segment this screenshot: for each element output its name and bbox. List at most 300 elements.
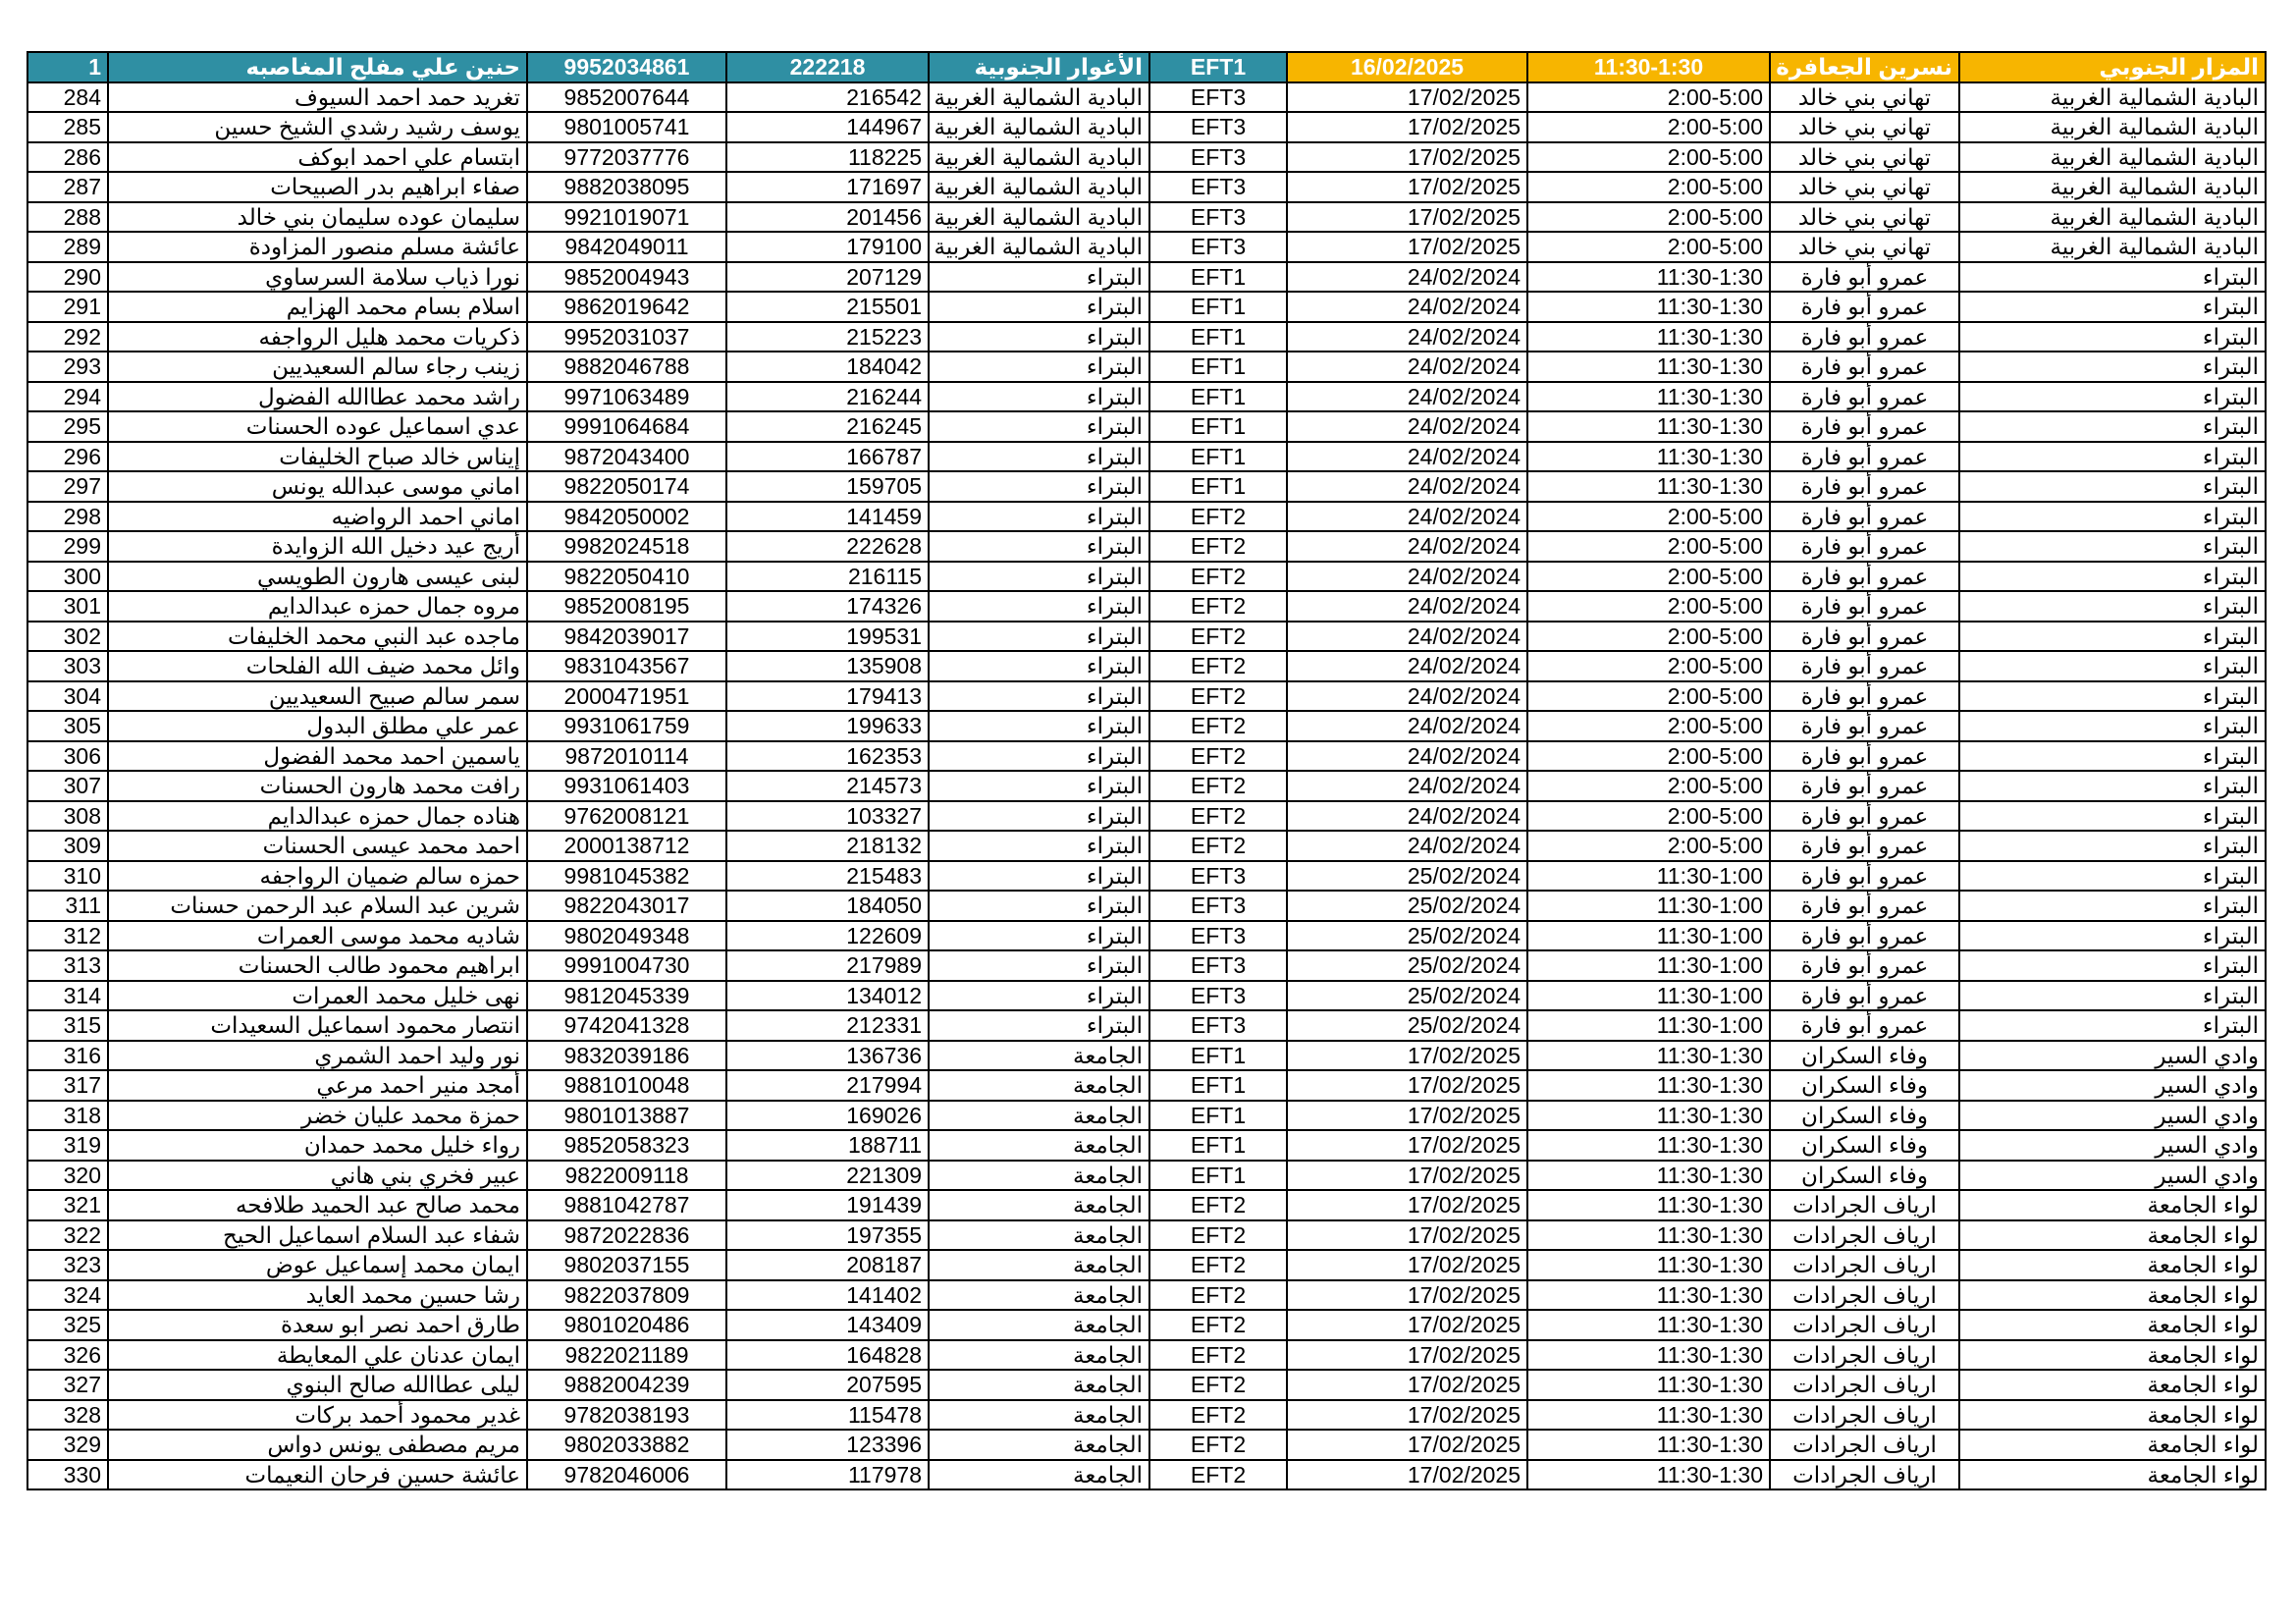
cell-national-id[interactable]: 9801013887	[527, 1101, 726, 1131]
cell-national-id[interactable]: 9842049011	[527, 232, 726, 262]
cell-time[interactable]: 2:00-5:00	[1527, 651, 1770, 681]
cell-exam[interactable]: EFT2	[1149, 1190, 1287, 1220]
cell-code[interactable]: 207595	[726, 1370, 929, 1400]
cell-supervisor[interactable]: عمرو أبو فارة	[1770, 622, 1959, 652]
cell-seq[interactable]: 309	[27, 831, 108, 861]
cell-date[interactable]: 17/02/2025	[1287, 1130, 1527, 1161]
cell-center[interactable]: البتراء	[1959, 771, 2266, 801]
cell-time[interactable]: 2:00-5:00	[1527, 531, 1770, 562]
cell-area[interactable]: الجامعة	[929, 1190, 1149, 1220]
cell-exam[interactable]: EFT2	[1149, 562, 1287, 592]
cell-code[interactable]: 162353	[726, 741, 929, 772]
cell-date[interactable]: 24/02/2024	[1287, 831, 1527, 861]
cell-name[interactable]: رافت محمد هارون الحسنات	[108, 771, 527, 801]
cell-exam[interactable]: EFT2	[1149, 1400, 1287, 1431]
cell-exam[interactable]: EFT2	[1149, 1250, 1287, 1280]
cell-national-id[interactable]: 9802033882	[527, 1430, 726, 1460]
cell-area[interactable]: البتراء	[929, 1010, 1149, 1041]
cell-name[interactable]: سليمان عوده سليمان بني خالد	[108, 202, 527, 233]
cell-national-id[interactable]: 9852007644	[527, 82, 726, 113]
cell-supervisor[interactable]: ارياف الجرادات	[1770, 1370, 1959, 1400]
cell-exam[interactable]: EFT3	[1149, 172, 1287, 202]
cell-center[interactable]: البتراء	[1959, 322, 2266, 352]
cell-date[interactable]: 24/02/2024	[1287, 711, 1527, 741]
cell-date[interactable]: 17/02/2025	[1287, 1310, 1527, 1340]
cell-area[interactable]: البتراء	[929, 352, 1149, 382]
cell-code[interactable]: 215223	[726, 322, 929, 352]
cell-code[interactable]: 218132	[726, 831, 929, 861]
cell-seq[interactable]: 284	[27, 82, 108, 113]
cell-center[interactable]: البتراء	[1959, 861, 2266, 892]
cell-national-id[interactable]: 9872010114	[527, 741, 726, 772]
cell-exam[interactable]: EFT2	[1149, 831, 1287, 861]
cell-code[interactable]: 215501	[726, 292, 929, 322]
cell-time[interactable]: 2:00-5:00	[1527, 172, 1770, 202]
cell-supervisor[interactable]: تهاني بني خالد	[1770, 82, 1959, 113]
cell-name[interactable]: ليلى عطاالله صالح البنوي	[108, 1370, 527, 1400]
cell-national-id[interactable]: 9801005741	[527, 112, 726, 142]
cell-seq[interactable]: 301	[27, 591, 108, 622]
cell-supervisor[interactable]: تهاني بني خالد	[1770, 232, 1959, 262]
cell-name[interactable]: إيناس خالد صباح الخليفات	[108, 442, 527, 472]
cell-national-id[interactable]: 9971063489	[527, 382, 726, 412]
cell-supervisor[interactable]: ارياف الجرادات	[1770, 1220, 1959, 1251]
cell-national-id[interactable]: 9831043567	[527, 651, 726, 681]
header-name[interactable]: حنين علي مفلح المغاصبه	[108, 52, 527, 82]
cell-supervisor[interactable]: وفاء السكران	[1770, 1101, 1959, 1131]
cell-supervisor[interactable]: عمرو أبو فارة	[1770, 531, 1959, 562]
cell-supervisor[interactable]: عمرو أبو فارة	[1770, 502, 1959, 532]
cell-name[interactable]: عمر علي مطلق البدول	[108, 711, 527, 741]
cell-time[interactable]: 11:30-1:30	[1527, 1220, 1770, 1251]
cell-date[interactable]: 25/02/2024	[1287, 1010, 1527, 1041]
cell-area[interactable]: البادية الشمالية الغربية	[929, 232, 1149, 262]
cell-exam[interactable]: EFT2	[1149, 801, 1287, 832]
cell-exam[interactable]: EFT3	[1149, 142, 1287, 173]
cell-date[interactable]: 24/02/2024	[1287, 741, 1527, 772]
cell-seq[interactable]: 312	[27, 921, 108, 951]
cell-time[interactable]: 11:30-1:30	[1527, 1310, 1770, 1340]
cell-seq[interactable]: 304	[27, 681, 108, 712]
cell-code[interactable]: 191439	[726, 1190, 929, 1220]
cell-seq[interactable]: 321	[27, 1190, 108, 1220]
cell-time[interactable]: 11:30-1:30	[1527, 1430, 1770, 1460]
cell-center[interactable]: البتراء	[1959, 801, 2266, 832]
cell-time[interactable]: 11:30-1:30	[1527, 1161, 1770, 1191]
cell-area[interactable]: الجامعة	[929, 1460, 1149, 1490]
cell-center[interactable]: البتراء	[1959, 352, 2266, 382]
cell-name[interactable]: نهى خليل محمد العمرات	[108, 981, 527, 1011]
cell-code[interactable]: 216244	[726, 382, 929, 412]
cell-area[interactable]: الجامعة	[929, 1310, 1149, 1340]
cell-supervisor[interactable]: عمرو أبو فارة	[1770, 292, 1959, 322]
cell-area[interactable]: البتراء	[929, 411, 1149, 442]
cell-area[interactable]: البتراء	[929, 442, 1149, 472]
cell-supervisor[interactable]: عمرو أبو فارة	[1770, 981, 1959, 1011]
cell-name[interactable]: مريم مصطفى يونس دواس	[108, 1430, 527, 1460]
cell-date[interactable]: 24/02/2024	[1287, 471, 1527, 502]
cell-seq[interactable]: 285	[27, 112, 108, 142]
cell-area[interactable]: البادية الشمالية الغربية	[929, 82, 1149, 113]
cell-national-id[interactable]: 9982024518	[527, 531, 726, 562]
cell-name[interactable]: ياسمين احمد محمد الفضول	[108, 741, 527, 772]
cell-supervisor[interactable]: وفاء السكران	[1770, 1130, 1959, 1161]
cell-name[interactable]: هناده جمال حمزه عبدالدايم	[108, 801, 527, 832]
cell-national-id[interactable]: 9802037155	[527, 1250, 726, 1280]
cell-name[interactable]: تغريد حمد احمد السيوف	[108, 82, 527, 113]
cell-area[interactable]: البتراء	[929, 741, 1149, 772]
cell-exam[interactable]: EFT3	[1149, 202, 1287, 233]
cell-supervisor[interactable]: عمرو أبو فارة	[1770, 411, 1959, 442]
cell-date[interactable]: 17/02/2025	[1287, 1190, 1527, 1220]
cell-seq[interactable]: 293	[27, 352, 108, 382]
cell-name[interactable]: اسلام بسام محمد الهزايم	[108, 292, 527, 322]
cell-time[interactable]: 2:00-5:00	[1527, 562, 1770, 592]
cell-seq[interactable]: 287	[27, 172, 108, 202]
cell-date[interactable]: 24/02/2024	[1287, 622, 1527, 652]
cell-seq[interactable]: 288	[27, 202, 108, 233]
cell-name[interactable]: شرين عبد السلام عبد الرحمن حسنات	[108, 891, 527, 921]
cell-code[interactable]: 135908	[726, 651, 929, 681]
cell-seq[interactable]: 322	[27, 1220, 108, 1251]
cell-name[interactable]: ماجده عبد النبي محمد الخليفات	[108, 622, 527, 652]
cell-time[interactable]: 11:30-1:30	[1527, 1370, 1770, 1400]
cell-seq[interactable]: 329	[27, 1430, 108, 1460]
cell-supervisor[interactable]: عمرو أبو فارة	[1770, 471, 1959, 502]
cell-exam[interactable]: EFT2	[1149, 1310, 1287, 1340]
cell-exam[interactable]: EFT2	[1149, 1430, 1287, 1460]
cell-exam[interactable]: EFT3	[1149, 981, 1287, 1011]
cell-exam[interactable]: EFT3	[1149, 950, 1287, 981]
cell-national-id[interactable]: 9801020486	[527, 1310, 726, 1340]
cell-center[interactable]: البتراء	[1959, 531, 2266, 562]
cell-area[interactable]: البتراء	[929, 622, 1149, 652]
cell-code[interactable]: 144967	[726, 112, 929, 142]
cell-center[interactable]: البادية الشمالية الغربية	[1959, 172, 2266, 202]
cell-time[interactable]: 11:30-1:30	[1527, 1460, 1770, 1490]
cell-seq[interactable]: 289	[27, 232, 108, 262]
cell-exam[interactable]: EFT2	[1149, 622, 1287, 652]
cell-supervisor[interactable]: وفاء السكران	[1770, 1041, 1959, 1071]
cell-area[interactable]: البتراء	[929, 262, 1149, 293]
cell-date[interactable]: 17/02/2025	[1287, 1161, 1527, 1191]
cell-time[interactable]: 2:00-5:00	[1527, 112, 1770, 142]
cell-supervisor[interactable]: ارياف الجرادات	[1770, 1340, 1959, 1371]
cell-date[interactable]: 24/02/2024	[1287, 651, 1527, 681]
cell-seq[interactable]: 310	[27, 861, 108, 892]
cell-name[interactable]: زينب رجاء سالم السعيديين	[108, 352, 527, 382]
cell-name[interactable]: مروه جمال حمزه عبدالدايم	[108, 591, 527, 622]
cell-code[interactable]: 123396	[726, 1430, 929, 1460]
cell-exam[interactable]: EFT2	[1149, 1340, 1287, 1371]
cell-code[interactable]: 199531	[726, 622, 929, 652]
cell-time[interactable]: 2:00-5:00	[1527, 591, 1770, 622]
cell-center[interactable]: البادية الشمالية الغربية	[1959, 142, 2266, 173]
cell-seq[interactable]: 297	[27, 471, 108, 502]
cell-area[interactable]: البتراء	[929, 831, 1149, 861]
cell-exam[interactable]: EFT2	[1149, 741, 1287, 772]
cell-exam[interactable]: EFT1	[1149, 1130, 1287, 1161]
cell-area[interactable]: البتراء	[929, 891, 1149, 921]
cell-exam[interactable]: EFT1	[1149, 292, 1287, 322]
cell-date[interactable]: 24/02/2024	[1287, 771, 1527, 801]
cell-area[interactable]: البتراء	[929, 981, 1149, 1011]
cell-date[interactable]: 17/02/2025	[1287, 1400, 1527, 1431]
cell-time[interactable]: 11:30-1:30	[1527, 411, 1770, 442]
cell-seq[interactable]: 298	[27, 502, 108, 532]
cell-date[interactable]: 17/02/2025	[1287, 1370, 1527, 1400]
cell-code[interactable]: 134012	[726, 981, 929, 1011]
cell-date[interactable]: 17/02/2025	[1287, 1101, 1527, 1131]
cell-center[interactable]: البتراء	[1959, 950, 2266, 981]
cell-code[interactable]: 118225	[726, 142, 929, 173]
cell-supervisor[interactable]: عمرو أبو فارة	[1770, 741, 1959, 772]
cell-national-id[interactable]: 9742041328	[527, 1010, 726, 1041]
cell-center[interactable]: لواء الجامعة	[1959, 1460, 2266, 1490]
header-national-id[interactable]: 9952034861	[527, 52, 726, 82]
cell-time[interactable]: 2:00-5:00	[1527, 202, 1770, 233]
cell-center[interactable]: البتراء	[1959, 831, 2266, 861]
cell-date[interactable]: 24/02/2024	[1287, 801, 1527, 832]
cell-date[interactable]: 24/02/2024	[1287, 352, 1527, 382]
cell-exam[interactable]: EFT2	[1149, 681, 1287, 712]
cell-seq[interactable]: 315	[27, 1010, 108, 1041]
cell-national-id[interactable]: 9931061759	[527, 711, 726, 741]
cell-supervisor[interactable]: وفاء السكران	[1770, 1070, 1959, 1101]
cell-time[interactable]: 11:30-1:30	[1527, 1250, 1770, 1280]
cell-code[interactable]: 136736	[726, 1041, 929, 1071]
cell-time[interactable]: 2:00-5:00	[1527, 681, 1770, 712]
cell-code[interactable]: 201456	[726, 202, 929, 233]
cell-name[interactable]: رواء خليل محمد حمدان	[108, 1130, 527, 1161]
cell-code[interactable]: 221309	[726, 1161, 929, 1191]
cell-time[interactable]: 11:30-1:30	[1527, 382, 1770, 412]
cell-exam[interactable]: EFT1	[1149, 411, 1287, 442]
cell-date[interactable]: 17/02/2025	[1287, 1041, 1527, 1071]
cell-date[interactable]: 24/02/2024	[1287, 322, 1527, 352]
cell-seq[interactable]: 316	[27, 1041, 108, 1071]
header-code[interactable]: 222218	[726, 52, 929, 82]
cell-area[interactable]: البادية الشمالية الغربية	[929, 172, 1149, 202]
cell-seq[interactable]: 311	[27, 891, 108, 921]
cell-time[interactable]: 11:30-1:00	[1527, 1010, 1770, 1041]
cell-area[interactable]: الجامعة	[929, 1101, 1149, 1131]
cell-time[interactable]: 11:30-1:30	[1527, 1340, 1770, 1371]
cell-date[interactable]: 24/02/2024	[1287, 382, 1527, 412]
cell-exam[interactable]: EFT2	[1149, 711, 1287, 741]
cell-center[interactable]: لواء الجامعة	[1959, 1190, 2266, 1220]
cell-supervisor[interactable]: عمرو أبو فارة	[1770, 831, 1959, 861]
cell-national-id[interactable]: 9952031037	[527, 322, 726, 352]
header-area[interactable]: الأغوار الجنوبية	[929, 52, 1149, 82]
cell-code[interactable]: 199633	[726, 711, 929, 741]
cell-code[interactable]: 217989	[726, 950, 929, 981]
cell-center[interactable]: لواء الجامعة	[1959, 1400, 2266, 1431]
cell-time[interactable]: 2:00-5:00	[1527, 502, 1770, 532]
cell-time[interactable]: 11:30-1:30	[1527, 1280, 1770, 1311]
cell-exam[interactable]: EFT3	[1149, 921, 1287, 951]
cell-area[interactable]: البتراء	[929, 801, 1149, 832]
cell-center[interactable]: لواء الجامعة	[1959, 1340, 2266, 1371]
cell-date[interactable]: 25/02/2024	[1287, 861, 1527, 892]
cell-center[interactable]: البتراء	[1959, 681, 2266, 712]
cell-national-id[interactable]: 9842039017	[527, 622, 726, 652]
cell-time[interactable]: 2:00-5:00	[1527, 741, 1770, 772]
cell-name[interactable]: لبنى عيسى هارون الطويسي	[108, 562, 527, 592]
cell-supervisor[interactable]: ارياف الجرادات	[1770, 1190, 1959, 1220]
cell-name[interactable]: يوسف رشيد رشدي الشيخ حسين	[108, 112, 527, 142]
cell-center[interactable]: البتراء	[1959, 921, 2266, 951]
cell-time[interactable]: 11:30-1:00	[1527, 891, 1770, 921]
cell-code[interactable]: 216542	[726, 82, 929, 113]
cell-area[interactable]: الجامعة	[929, 1370, 1149, 1400]
cell-date[interactable]: 25/02/2024	[1287, 891, 1527, 921]
cell-national-id[interactable]: 9762008121	[527, 801, 726, 832]
cell-area[interactable]: الجامعة	[929, 1041, 1149, 1071]
cell-seq[interactable]: 306	[27, 741, 108, 772]
cell-supervisor[interactable]: عمرو أبو فارة	[1770, 801, 1959, 832]
cell-exam[interactable]: EFT2	[1149, 1370, 1287, 1400]
cell-area[interactable]: البتراء	[929, 382, 1149, 412]
header-time[interactable]: 11:30-1:30	[1527, 52, 1770, 82]
cell-time[interactable]: 11:30-1:30	[1527, 1070, 1770, 1101]
cell-time[interactable]: 11:30-1:30	[1527, 471, 1770, 502]
cell-code[interactable]: 212331	[726, 1010, 929, 1041]
cell-seq[interactable]: 323	[27, 1250, 108, 1280]
cell-code[interactable]: 174326	[726, 591, 929, 622]
cell-code[interactable]: 215483	[726, 861, 929, 892]
cell-area[interactable]: الجامعة	[929, 1340, 1149, 1371]
cell-code[interactable]: 222628	[726, 531, 929, 562]
cell-date[interactable]: 24/02/2024	[1287, 562, 1527, 592]
cell-supervisor[interactable]: ارياف الجرادات	[1770, 1250, 1959, 1280]
cell-name[interactable]: عائشة مسلم منصور المزاودة	[108, 232, 527, 262]
cell-name[interactable]: ابتسام علي احمد ابوكف	[108, 142, 527, 173]
cell-supervisor[interactable]: تهاني بني خالد	[1770, 142, 1959, 173]
cell-national-id[interactable]: 9852008195	[527, 591, 726, 622]
cell-time[interactable]: 11:30-1:30	[1527, 322, 1770, 352]
cell-seq[interactable]: 305	[27, 711, 108, 741]
cell-exam[interactable]: EFT3	[1149, 891, 1287, 921]
cell-date[interactable]: 17/02/2025	[1287, 232, 1527, 262]
cell-area[interactable]: البتراء	[929, 591, 1149, 622]
cell-time[interactable]: 11:30-1:00	[1527, 921, 1770, 951]
cell-time[interactable]: 11:30-1:30	[1527, 1041, 1770, 1071]
cell-area[interactable]: الجامعة	[929, 1250, 1149, 1280]
cell-code[interactable]: 217994	[726, 1070, 929, 1101]
cell-time[interactable]: 11:30-1:30	[1527, 1190, 1770, 1220]
cell-area[interactable]: الجامعة	[929, 1280, 1149, 1311]
cell-date[interactable]: 25/02/2024	[1287, 950, 1527, 981]
cell-center[interactable]: وادي السير	[1959, 1161, 2266, 1191]
cell-area[interactable]: البتراء	[929, 531, 1149, 562]
cell-supervisor[interactable]: ارياف الجرادات	[1770, 1280, 1959, 1311]
cell-name[interactable]: نور وليد احمد الشمري	[108, 1041, 527, 1071]
cell-name[interactable]: ايمان عدنان علي المعايطة	[108, 1340, 527, 1371]
cell-national-id[interactable]: 2000138712	[527, 831, 726, 861]
cell-time[interactable]: 11:30-1:30	[1527, 1101, 1770, 1131]
cell-area[interactable]: البتراء	[929, 711, 1149, 741]
cell-center[interactable]: لواء الجامعة	[1959, 1250, 2266, 1280]
cell-center[interactable]: البتراء	[1959, 502, 2266, 532]
cell-code[interactable]: 214573	[726, 771, 929, 801]
cell-supervisor[interactable]: عمرو أبو فارة	[1770, 591, 1959, 622]
cell-seq[interactable]: 325	[27, 1310, 108, 1340]
cell-national-id[interactable]: 9782046006	[527, 1460, 726, 1490]
cell-center[interactable]: لواء الجامعة	[1959, 1220, 2266, 1251]
cell-national-id[interactable]: 9881042787	[527, 1190, 726, 1220]
cell-exam[interactable]: EFT3	[1149, 1010, 1287, 1041]
cell-date[interactable]: 24/02/2024	[1287, 502, 1527, 532]
cell-center[interactable]: البتراء	[1959, 262, 2266, 293]
cell-code[interactable]: 208187	[726, 1250, 929, 1280]
cell-code[interactable]: 179100	[726, 232, 929, 262]
cell-exam[interactable]: EFT2	[1149, 1220, 1287, 1251]
cell-supervisor[interactable]: عمرو أبو فارة	[1770, 442, 1959, 472]
cell-seq[interactable]: 290	[27, 262, 108, 293]
cell-seq[interactable]: 302	[27, 622, 108, 652]
cell-name[interactable]: أريج عيد دخيل الله الزوايدة	[108, 531, 527, 562]
cell-exam[interactable]: EFT2	[1149, 591, 1287, 622]
cell-name[interactable]: وائل محمد ضيف الله الفلحات	[108, 651, 527, 681]
cell-name[interactable]: حمزه سالم ضميان الرواجفه	[108, 861, 527, 892]
cell-time[interactable]: 11:30-1:00	[1527, 981, 1770, 1011]
cell-national-id[interactable]: 9852004943	[527, 262, 726, 293]
cell-seq[interactable]: 328	[27, 1400, 108, 1431]
cell-supervisor[interactable]: عمرو أبو فارة	[1770, 950, 1959, 981]
cell-national-id[interactable]: 9991004730	[527, 950, 726, 981]
cell-center[interactable]: البتراء	[1959, 711, 2266, 741]
cell-supervisor[interactable]: ارياف الجرادات	[1770, 1460, 1959, 1490]
cell-seq[interactable]: 292	[27, 322, 108, 352]
cell-national-id[interactable]: 9872043400	[527, 442, 726, 472]
cell-supervisor[interactable]: عمرو أبو فارة	[1770, 711, 1959, 741]
cell-national-id[interactable]: 9862019642	[527, 292, 726, 322]
cell-code[interactable]: 184042	[726, 352, 929, 382]
cell-name[interactable]: محمد صالح عبد الحميد طلافحه	[108, 1190, 527, 1220]
cell-center[interactable]: وادي السير	[1959, 1070, 2266, 1101]
cell-time[interactable]: 2:00-5:00	[1527, 232, 1770, 262]
cell-exam[interactable]: EFT1	[1149, 322, 1287, 352]
cell-code[interactable]: 141459	[726, 502, 929, 532]
cell-code[interactable]: 166787	[726, 442, 929, 472]
cell-date[interactable]: 24/02/2024	[1287, 591, 1527, 622]
cell-supervisor[interactable]: عمرو أبو فارة	[1770, 891, 1959, 921]
cell-center[interactable]: لواء الجامعة	[1959, 1370, 2266, 1400]
header-center[interactable]: المزار الجنوبي	[1959, 52, 2266, 82]
cell-area[interactable]: الجامعة	[929, 1070, 1149, 1101]
cell-name[interactable]: اماني احمد الرواضيه	[108, 502, 527, 532]
cell-seq[interactable]: 308	[27, 801, 108, 832]
cell-seq[interactable]: 318	[27, 1101, 108, 1131]
cell-area[interactable]: البتراء	[929, 771, 1149, 801]
cell-center[interactable]: البتراء	[1959, 891, 2266, 921]
cell-exam[interactable]: EFT1	[1149, 471, 1287, 502]
cell-name[interactable]: سمر سالم صبيح السعيديين	[108, 681, 527, 712]
cell-area[interactable]: البتراء	[929, 921, 1149, 951]
cell-date[interactable]: 25/02/2024	[1287, 921, 1527, 951]
cell-national-id[interactable]: 9881010048	[527, 1070, 726, 1101]
cell-center[interactable]: وادي السير	[1959, 1130, 2266, 1161]
cell-date[interactable]: 17/02/2025	[1287, 1340, 1527, 1371]
cell-name[interactable]: غدير محمود أحمد بركات	[108, 1400, 527, 1431]
cell-national-id[interactable]: 9812045339	[527, 981, 726, 1011]
cell-date[interactable]: 24/02/2024	[1287, 442, 1527, 472]
cell-seq[interactable]: 324	[27, 1280, 108, 1311]
cell-code[interactable]: 115478	[726, 1400, 929, 1431]
cell-center[interactable]: البتراء	[1959, 741, 2266, 772]
cell-seq[interactable]: 296	[27, 442, 108, 472]
